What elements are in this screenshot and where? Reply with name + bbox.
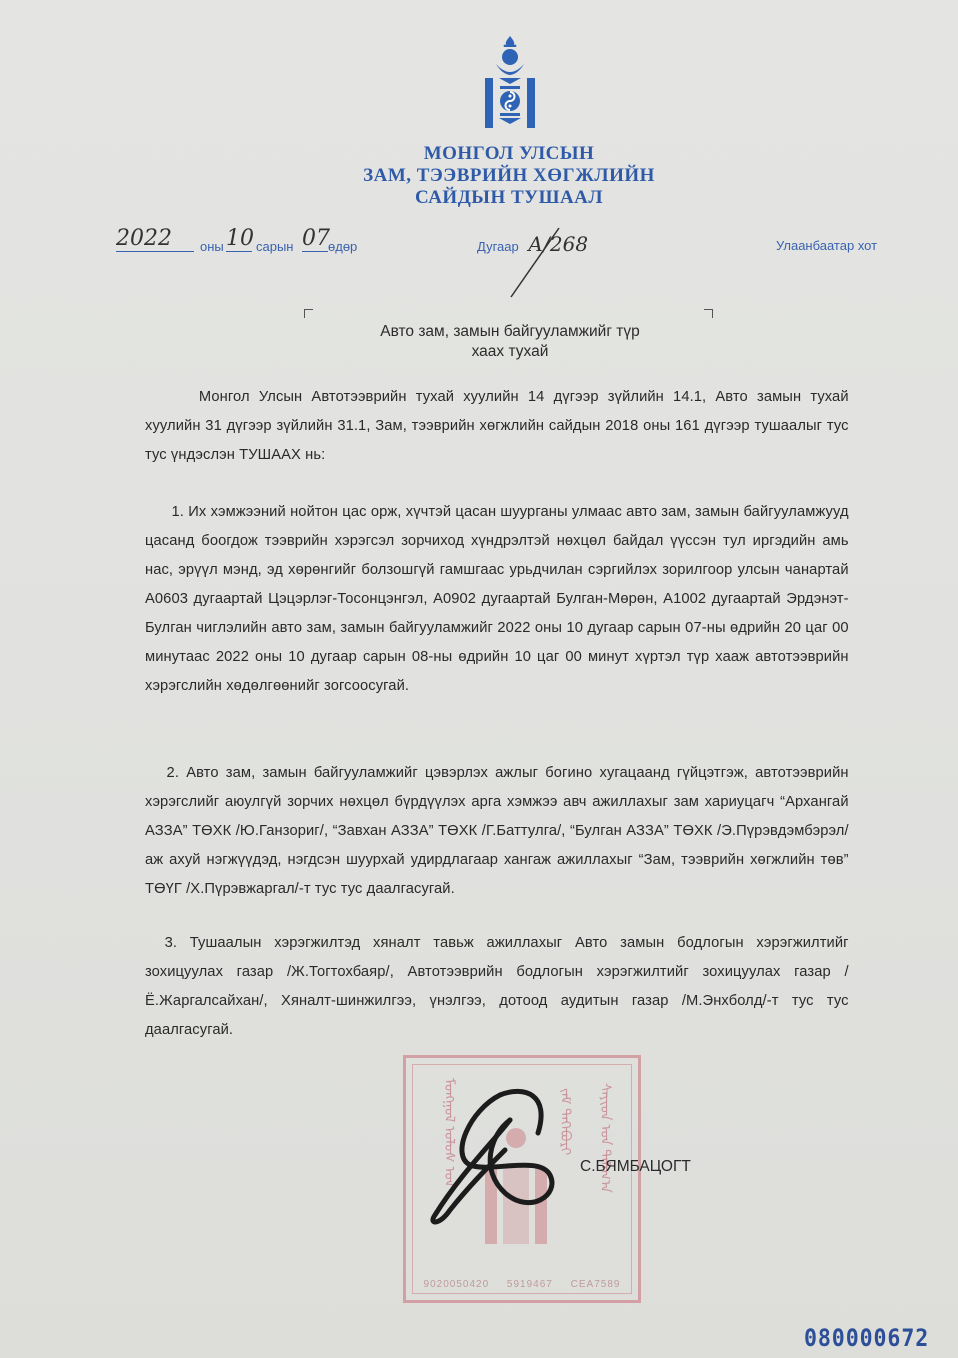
date-day: 07 — [302, 226, 330, 251]
date-year-suffix: оны — [200, 239, 224, 254]
signer-name: С.БЯМБАЦОГТ — [580, 1158, 691, 1175]
stamp-mongolian-script: ᠮᠣᠩᠭᠣᠯ ᠤᠯᠤᠰ ᠤᠨ — [442, 1078, 458, 1188]
corner-mark-right — [704, 309, 713, 318]
number-slash-stroke — [505, 225, 565, 300]
date-year: 2022 — [116, 226, 194, 252]
subject-line-2: хаах тухай — [471, 343, 549, 360]
header-line-2: ЗАМ, ТЭЭВРИЙН ХӨГЖЛИЙН — [363, 165, 655, 186]
order-number: А/268 — [528, 232, 589, 256]
city-label: Улаанбаатар хот — [776, 238, 878, 253]
handwritten-signature — [410, 1075, 580, 1235]
soyombo-emblem-icon — [482, 34, 538, 130]
preamble-paragraph: Монгол Улсын Автотээврийн тухай хуулийн 14 дүгээр зүйлийн 14.1, Авто замын тухай хуулийн 31 дүгээр зүйлийн 31.1, Зам, тээврийн хөгжлийн сайдын 2018 оны 161 дүгээр тушаалыг тус тус үндэслэн ТУШААХ нь: — [145, 388, 849, 463]
date-month-suffix: сарын — [256, 239, 294, 254]
corner-mark-left — [304, 309, 313, 318]
subject-title — [290, 322, 730, 362]
header-line-3: САЙДЫН ТУШААЛ — [414, 187, 604, 208]
date-line — [116, 226, 376, 256]
stamp-code: 9020050420 5919467 СЕА7589 — [423, 1279, 621, 1290]
subject-line-1: Авто зам, замын байгууламжийг түр — [380, 323, 640, 340]
header-line-1: МОНГОЛ УЛСЫН — [423, 143, 595, 164]
stamp-mongolian-script: ᠵᠠᠮ ᠲᠡᠭᠡᠪᠦᠷᠢ — [558, 1088, 574, 1156]
number-label: Дугаар — [477, 239, 519, 254]
date-day-suffix: өдөр — [328, 239, 358, 254]
order-item-1: 1. Их хэмжээний нойтон цас орж, хүчтэй цасан шуурганы улмаас авто зам, замын байгууламжууд цасанд боогдож тээврийн хэрэгсэл зорчиход хүндрэлтэй нөхцөл байдал үүссэн тул иргэдийн амь нас, эрүүл мэнд, эд хөрөнгийг болзошгүй гамшгаас урьдчилан сэргийлэх зорилгоор улсын чанартай А0603 дугаартай Цэцэрлэг-Тосонцэнгэл, А0902 дугаартай Булган-Мөрөн, А1002 дугаартай Эрдэнэт-Булган чиглэлийн авто зам, замын байгууламжийг 2022 оны 10 дугаар сарын 07-ны өдрийн 20 цаг 00 минутаас 2022 оны 10 дугаар сарын 08-ны өдрийн 10 цаг 00 минут хүртэл түр хааж автотээврийн хэрэгслийн хөдөлгөөнийг зогсоосугай. — [145, 503, 849, 694]
order-item-2: 2. Авто зам, замын байгууламжийг цэвэрлэх ажлыг богино хугацаанд гүйцэтгэж, автотээврийн хэрэгслийг аюулгүй зорчих нөхцөл бүрдүүлэх арга хэмжээ авч ажиллахыг зам хариуцагч “Архангай АЗЗА” ТӨХК /Ю.Ганзориг/, “Завхан АЗЗА” ТӨХК /Г.Баттулга/, “Булган АЗЗА” ТӨХК /Э.Пүрэвдэмбэрэл/ аж ахуй нэгжүүдэд, нэгдсэн шуурхай удирдлагаар хангаж ажиллахыг “Зам, тээврийн хөгжлийн төв” ТӨҮГ /Х.Пүрэвжаргал/-т тус тус даалгасугай. — [145, 764, 849, 897]
order-item-3: 3. Тушаалын хэрэгжилтэд хяналт тавьж ажиллахыг Авто замын бодлогын хэрэгжилтийг зохицуулах газар /Ж.Тогтохбаяр/, Автотээврийн бодлогын хэрэгжилтийг зохицуулах газар /Ё.Жаргалсайхан/, Хяналт-шинжилгээ, үнэлгээ, дотоод аудитын газар /М.Энхболд/-т тус тус даалгасугай. — [145, 934, 849, 1038]
date-month: 10 — [226, 226, 254, 251]
stamp-mongolian-script: ᠰᠠᠶᠢᠳ ᠤᠨ ᠲᠠᠮᠠᠭ᠎ᠠ — [598, 1083, 614, 1193]
document-serial-number: 080000672 — [804, 1324, 930, 1352]
